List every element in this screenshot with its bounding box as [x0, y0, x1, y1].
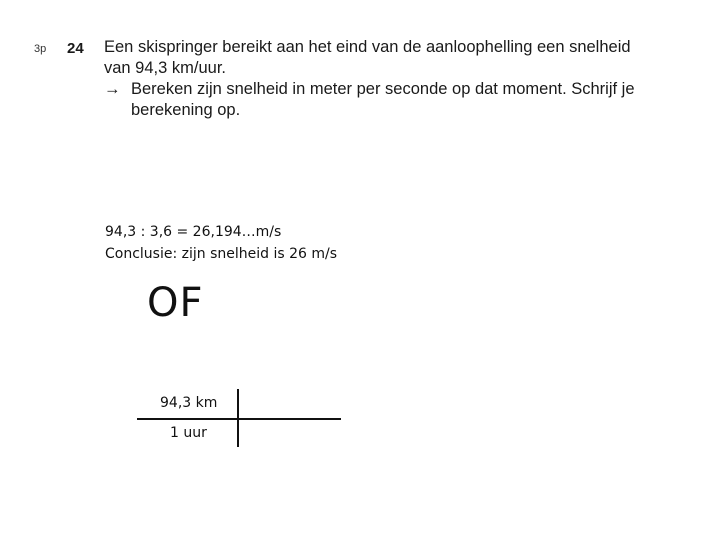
question-text: [104, 37, 694, 121]
ratio-table-divider-horizontal: [137, 418, 341, 420]
question-line: van 94,3 km/uur.: [104, 59, 226, 77]
answer-block: [105, 221, 337, 265]
answer-calculation: 94,3 : 3,6 = 26,194…m/s: [105, 224, 282, 240]
task-row: [104, 79, 694, 121]
arrow-right-icon: →: [104, 80, 121, 98]
question-number: 24: [67, 40, 84, 57]
or-label: OF: [147, 280, 204, 326]
ratio-table: [137, 389, 342, 447]
task-line: berekening op.: [131, 101, 241, 119]
question-line: Een skispringer bereikt aan het eind van de aanloophelling een snelheid: [104, 38, 631, 56]
points-label: 3p: [34, 43, 47, 55]
ratio-cell-bottom-left: 1 uur: [170, 425, 207, 441]
answer-conclusion: Conclusie: zijn snelheid is 26 m/s: [105, 246, 338, 262]
ratio-cell-top-left: 94,3 km: [160, 395, 218, 411]
task-line: Bereken zijn snelheid in meter per seconde op dat moment. Schrijf je: [131, 80, 635, 98]
